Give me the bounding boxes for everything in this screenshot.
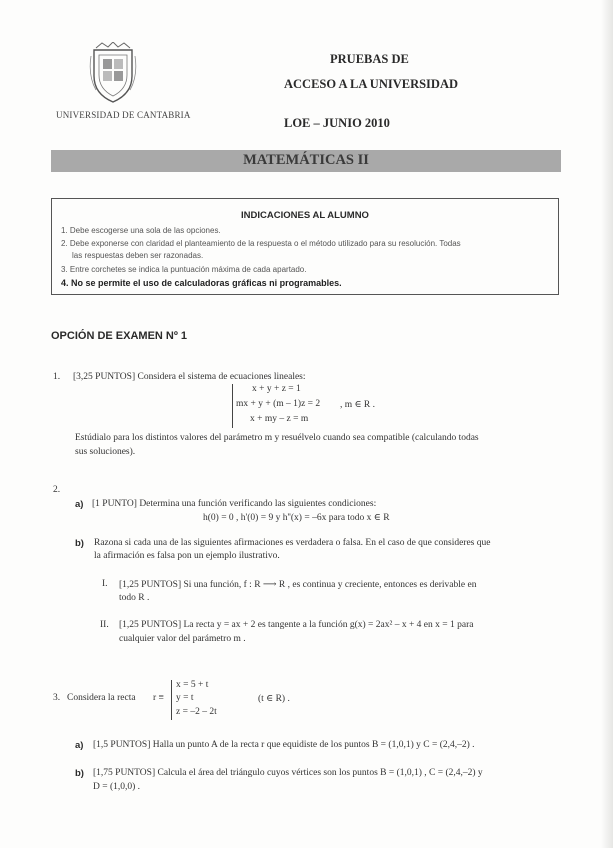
q3-system-brace: [171, 680, 172, 720]
q3-line-label: r ≡: [153, 693, 164, 703]
q1-text-3: sus soluciones).: [75, 447, 136, 457]
subject-band: [51, 150, 561, 172]
page-edge-shadow: [601, 0, 613, 848]
q3b-text-2: D = (1,0,0) .: [93, 782, 141, 792]
q2b-i-text-1: [1,25 PUNTOS] Si una función, f : R ⟶ R , es continua y creciente, entonces es derivable en: [119, 580, 477, 590]
q2-number: 2.: [53, 485, 61, 495]
q2b-text-1: Razona si cada una de las siguientes afirmaciones es verdadera o falsa. En el caso de que consideres que: [94, 538, 491, 548]
q3-equation-1: x = 5 + t: [176, 680, 209, 690]
option-title: OPCIÓN DE EXAMEN Nº 1: [51, 330, 188, 342]
instruction-item-warning: 4. No se permite el uso de calculadoras gráficas ni programables.: [61, 278, 342, 288]
q2b-i-label: I.: [102, 579, 108, 589]
q2a-text: [1 PUNTO] Determina una función verificando las siguientes condiciones:: [92, 499, 377, 509]
q1-text-2: Estúdialo para los distintos valores del parámetro m y resuélvelo cuando sea compatible (calculando todas: [75, 433, 479, 443]
q1-text: [3,25 PUNTOS] Considera el sistema de ecuaciones lineales:: [73, 372, 306, 382]
q1-parameter: , m ∈ R .: [340, 400, 376, 410]
q2b-ii-text-1: [1,25 PUNTOS] La recta y = ax + 2 es tangente a la función g(x) = 2ax² – x + 4 en x = 1 para: [119, 620, 474, 630]
instruction-item: 3. Entre corchetes se indica la puntuación máxima de cada apartado.: [61, 265, 307, 274]
q2a-label: a): [75, 499, 84, 510]
q1-equation-1: x + y + z = 1: [252, 384, 301, 394]
instruction-item: las respuestas deben ser razonadas.: [72, 251, 204, 260]
q2a-conditions: h(0) = 0 , h'(0) = 9 y h''(x) = –6x para todo x ∈ R: [203, 513, 390, 523]
q1-number: 1.: [53, 372, 61, 382]
q2b-text-2: la afirmación es falsa pon un ejemplo ilustrativo.: [94, 551, 280, 561]
q3-number: 3.: [53, 693, 61, 703]
q2b-label: b): [75, 538, 84, 549]
university-name: UNIVERSIDAD DE CANTABRIA: [56, 110, 191, 120]
q3a-label: a): [75, 740, 84, 751]
instruction-item: 1. Debe escogerse una sola de las opciones.: [61, 226, 221, 235]
q3b-label: b): [75, 768, 84, 779]
header-line-2: ACCESO A LA UNIVERSIDAD: [284, 77, 458, 91]
instruction-item: 2. Debe exponerse con claridad el planteamiento de la respuesta o el método utilizado para su resolución. Todas: [61, 239, 461, 248]
subject-title: MATEMÁTICAS II: [243, 152, 369, 168]
header-line-1: PRUEBAS DE: [330, 52, 409, 66]
q1-system-brace: [232, 384, 233, 428]
q3b-text-1: [1,75 PUNTOS] Calcula el área del triángulo cuyos vértices son los puntos B = (1,0,1) , C = (2,4,–2) y: [93, 768, 483, 778]
q2b-ii-text-2: cualquier valor del parámetro m .: [119, 634, 246, 644]
q3-equation-2: y = t: [176, 693, 194, 703]
q2b-i-text-2: todo R .: [119, 593, 150, 603]
q1-equation-3: x + my – z = m: [250, 414, 309, 424]
q3a-text: [1,5 PUNTOS] Halla un punto A de la recta r que equidiste de los puntos B = (1,0,1) y C = (2,4,–2) .: [93, 740, 475, 750]
header-line-3: LOE – JUNIO 2010: [284, 116, 390, 130]
instructions-title: INDICACIONES AL ALUMNO: [241, 210, 369, 221]
q3-equation-3: z = –2 – 2t: [176, 707, 217, 717]
instructions-box: [51, 198, 559, 295]
university-seal-icon: [88, 42, 138, 104]
q3-text: Considera la recta: [67, 693, 136, 703]
q1-equation-2: mx + y + (m – 1)z = 2: [236, 399, 321, 409]
q2b-ii-label: II.: [100, 620, 109, 630]
q3-parameter: (t ∈ R) .: [258, 694, 290, 704]
